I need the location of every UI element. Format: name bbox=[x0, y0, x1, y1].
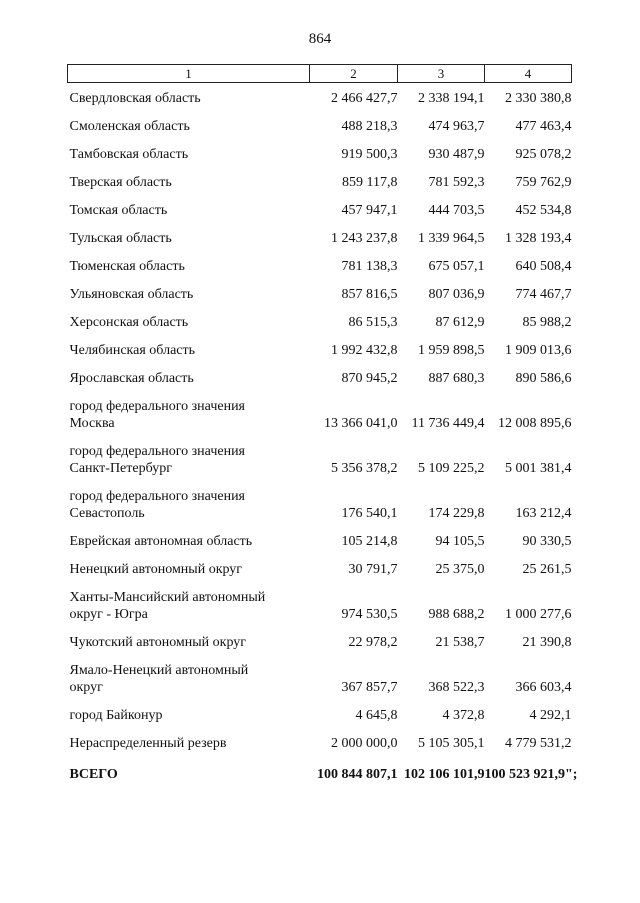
value-col2: 13 366 041,0 bbox=[324, 416, 398, 431]
region-name: Ненецкий автономный округ bbox=[69, 562, 243, 577]
value-col4: 12 008 895,6 bbox=[498, 416, 572, 431]
value-col3: 2 338 194,1 bbox=[418, 91, 485, 106]
region-name: Смоленская область bbox=[69, 119, 190, 134]
value-col3: 930 487,9 bbox=[428, 147, 485, 162]
value-col4: 366 603,4 bbox=[515, 680, 572, 695]
value-col2: 857 816,5 bbox=[341, 287, 398, 302]
value-col2: 30 791,7 bbox=[348, 562, 398, 577]
value-col3: 444 703,5 bbox=[428, 203, 485, 218]
region-name-line1: Ямало-Ненецкий автономный bbox=[69, 663, 249, 678]
value-col2: 86 515,3 bbox=[348, 315, 398, 330]
table-row bbox=[68, 623, 572, 651]
value-col3: 4 372,8 bbox=[442, 708, 485, 723]
value-col4: 25 261,5 bbox=[522, 562, 572, 577]
table-row bbox=[68, 247, 572, 275]
region-name-line1: Ханты-Мансийский автономный bbox=[69, 590, 266, 605]
table-row bbox=[68, 522, 572, 550]
value-col4: 85 988,2 bbox=[522, 315, 572, 330]
value-col2: 859 117,8 bbox=[342, 175, 398, 190]
value-col2: 367 857,7 bbox=[341, 680, 398, 695]
total-col2: 100 844 807,1 bbox=[317, 767, 398, 782]
region-name: Еврейская автономная область bbox=[69, 534, 253, 549]
value-col4: 477 463,4 bbox=[515, 119, 572, 134]
region-name bbox=[68, 651, 310, 696]
region-name-line1: город федерального значения bbox=[69, 489, 245, 504]
value-col2: 457 947,1 bbox=[341, 203, 398, 218]
value-col4: 1 328 193,4 bbox=[505, 231, 572, 246]
value-col3: 474 963,7 bbox=[428, 119, 485, 134]
region-name: Тамбовская область bbox=[69, 147, 189, 162]
value-col3: 368 522,3 bbox=[428, 680, 485, 695]
page-number: 864 bbox=[308, 31, 332, 47]
column-header-3: 3 bbox=[398, 65, 485, 83]
region-name: Херсонская область bbox=[69, 315, 189, 330]
value-col2: 974 530,5 bbox=[341, 607, 398, 622]
value-col3: 5 105 305,1 bbox=[418, 736, 485, 751]
region-name-line2: округ bbox=[69, 680, 103, 695]
value-col2: 176 540,1 bbox=[341, 506, 398, 521]
table-row bbox=[68, 359, 572, 387]
total-col3: 102 106 101,9 bbox=[404, 767, 485, 782]
value-col4: 774 467,7 bbox=[515, 287, 572, 302]
region-name: Тульская область bbox=[69, 231, 172, 246]
table-row bbox=[68, 432, 572, 477]
region-name-line2: Севастополь bbox=[69, 506, 145, 521]
region-name bbox=[68, 387, 310, 432]
budget-table bbox=[67, 64, 578, 783]
column-header-1: 1 bbox=[68, 65, 310, 83]
region-name: Ульяновская область bbox=[69, 287, 194, 302]
value-col3: 781 592,3 bbox=[428, 175, 485, 190]
region-name bbox=[68, 432, 310, 477]
region-name: город Байконур bbox=[69, 708, 163, 723]
value-col2: 919 500,3 bbox=[341, 147, 398, 162]
value-col3: 988 688,2 bbox=[428, 607, 485, 622]
table-row bbox=[68, 578, 572, 623]
value-col4: 90 330,5 bbox=[522, 534, 572, 549]
value-col3: 5 109 225,2 bbox=[418, 461, 485, 476]
region-name: Нераспределенный резерв bbox=[69, 736, 227, 751]
region-name-line2: Москва bbox=[69, 416, 115, 431]
value-col2: 781 138,3 bbox=[341, 259, 398, 274]
value-col3: 94 105,5 bbox=[435, 534, 485, 549]
table-row bbox=[68, 331, 572, 359]
table-row bbox=[68, 477, 572, 522]
value-col4: 1 909 013,6 bbox=[505, 343, 572, 358]
value-col3: 807 036,9 bbox=[428, 287, 485, 302]
value-col2: 1 243 237,8 bbox=[331, 231, 398, 246]
column-header-4: 4 bbox=[485, 65, 572, 83]
table-header bbox=[68, 65, 572, 83]
table-row bbox=[68, 107, 572, 135]
value-col3: 21 538,7 bbox=[435, 635, 485, 650]
table-row bbox=[68, 135, 572, 163]
table-row bbox=[68, 550, 572, 578]
region-name: Тюменская область bbox=[69, 259, 185, 274]
value-col3: 11 736 449,4 bbox=[411, 416, 485, 431]
value-col2: 2 466 427,7 bbox=[331, 91, 398, 106]
region-name: Тверская область bbox=[69, 175, 172, 190]
value-col4: 163 212,4 bbox=[515, 506, 572, 521]
table-row bbox=[68, 163, 572, 191]
value-col2: 22 978,2 bbox=[348, 635, 398, 650]
table-row bbox=[68, 724, 572, 752]
table-row bbox=[68, 191, 572, 219]
table-row bbox=[68, 696, 572, 724]
value-col2: 488 218,3 bbox=[341, 119, 398, 134]
total-row bbox=[68, 752, 572, 783]
value-col3: 25 375,0 bbox=[435, 562, 485, 577]
region-name-line2: Санкт-Петербург bbox=[69, 461, 172, 476]
value-col4: 21 390,8 bbox=[522, 635, 572, 650]
region-name-line2: округ - Югра bbox=[69, 607, 148, 622]
table-row bbox=[68, 651, 572, 696]
value-col4: 1 000 277,6 bbox=[505, 607, 572, 622]
value-col4: 5 001 381,4 bbox=[505, 461, 572, 476]
column-header-2: 2 bbox=[310, 65, 398, 83]
region-name: Челябинская область bbox=[69, 343, 195, 358]
value-col4: 452 534,8 bbox=[515, 203, 572, 218]
value-col3: 87 612,9 bbox=[435, 315, 485, 330]
region-name: Томская область bbox=[69, 203, 168, 218]
value-col2: 5 356 378,2 bbox=[331, 461, 398, 476]
table-row bbox=[68, 83, 572, 108]
value-col3: 675 057,1 bbox=[428, 259, 485, 274]
value-col3: 1 339 964,5 bbox=[418, 231, 485, 246]
value-col2: 105 214,8 bbox=[341, 534, 398, 549]
value-col2: 1 992 432,8 bbox=[331, 343, 398, 358]
region-name-line1: город федерального значения bbox=[69, 399, 245, 414]
value-col2: 870 945,2 bbox=[341, 371, 398, 386]
region-name: Чукотский автономный округ bbox=[69, 635, 247, 650]
value-col2: 4 645,8 bbox=[355, 708, 398, 723]
total-col4: 100 523 921,9"; bbox=[484, 767, 578, 782]
value-col4: 759 762,9 bbox=[515, 175, 572, 190]
region-name bbox=[68, 477, 310, 522]
region-name bbox=[68, 578, 310, 623]
table-row bbox=[68, 387, 572, 432]
table-row bbox=[68, 303, 572, 331]
total-label: ВСЕГО bbox=[69, 767, 118, 782]
value-col4: 4 292,1 bbox=[529, 708, 572, 723]
table-row bbox=[68, 219, 572, 247]
value-col2: 2 000 000,0 bbox=[331, 736, 398, 751]
region-name-line1: город федерального значения bbox=[69, 444, 245, 459]
region-name: Свердловская область bbox=[69, 91, 201, 106]
table-row bbox=[68, 275, 572, 303]
value-col4: 925 078,2 bbox=[515, 147, 572, 162]
value-col4: 890 586,6 bbox=[515, 371, 572, 386]
value-col4: 2 330 380,8 bbox=[505, 91, 572, 106]
value-col4: 640 508,4 bbox=[515, 259, 572, 274]
value-col4: 4 779 531,2 bbox=[505, 736, 572, 751]
value-col3: 1 959 898,5 bbox=[418, 343, 485, 358]
region-name: Ярославская область bbox=[69, 371, 194, 386]
value-col3: 887 680,3 bbox=[428, 371, 485, 386]
value-col3: 174 229,8 bbox=[428, 506, 485, 521]
